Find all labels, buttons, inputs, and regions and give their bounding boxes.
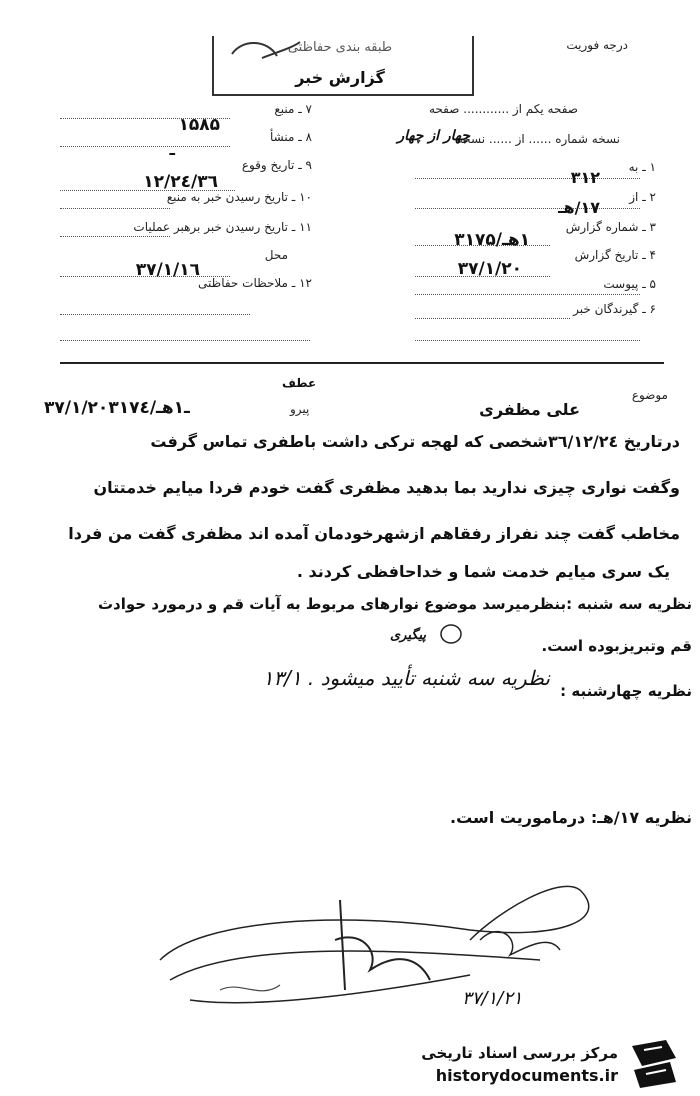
- page-info: صفحه یکم از ............ صفحه: [429, 102, 578, 116]
- recipients-line-1: [415, 318, 570, 319]
- reference-handwritten: عطف: [282, 376, 317, 390]
- signature-date-handwritten: ۳۷/۱/۲۱: [462, 988, 523, 1009]
- field-to-label: ۱ ـ به: [628, 160, 656, 174]
- attachment-line: [415, 294, 640, 295]
- field-from-value: ۱۷/هـ: [558, 198, 600, 217]
- reference-value: ۳۷/۱/۲۰ـ۱هـ/۳۱۷٤: [44, 398, 190, 418]
- wednesday-label: نظریه چهارشنبه :: [560, 682, 692, 700]
- followup-circle-icon: [438, 622, 464, 646]
- body-line-3: مخاطب گفت چند نفراز رفقاهم ازشهرخودمان آمده اند مظفری گفت من فردا: [68, 524, 680, 543]
- report-date-label: ۴ ـ تاریخ گزارش: [574, 248, 656, 262]
- received-leader-line: [60, 236, 170, 237]
- attachment-label: ۵ ـ پیوست: [603, 277, 656, 291]
- body-line-5: نظریه سه شنبه :بنظرمیرسد موضوع نوارهای مربوط به آیات قم و درمورد حوادث: [97, 595, 692, 613]
- source-value: ۱۵۸۵: [178, 115, 220, 135]
- security-notes-label: ۱۲ ـ ملاحظات حفاظتی: [198, 276, 312, 290]
- security-notes-line-1: [60, 314, 250, 315]
- field-from-line: [415, 208, 640, 209]
- place-value: ۳۷/۱/۱٦: [135, 260, 200, 280]
- signature-icon: [140, 880, 640, 1020]
- priority-label: درجه فوریت: [566, 38, 628, 52]
- security-notes-line-2: [60, 340, 310, 341]
- watermark-title: مرکز بررسی اسناد تاریخی: [421, 1044, 618, 1062]
- copy-handwritten: چهار از چهار: [397, 128, 470, 144]
- place-label: محل: [264, 248, 288, 262]
- body-line-4: یک سری میایم خدمت شما و خداحافظی کردند .: [296, 562, 670, 581]
- report-number-value: ۱هـ/۳۱۷۵: [454, 230, 530, 250]
- origin-label: ۸ ـ منشأ: [269, 130, 312, 144]
- field-to-value: ۳۱۲: [570, 168, 600, 187]
- form-title: گزارش خبر: [295, 68, 385, 87]
- field-to-line: [415, 178, 640, 179]
- reference-label: پیرو: [290, 402, 310, 416]
- watermark-logo-icon: [626, 1036, 682, 1092]
- section-divider: [60, 362, 664, 364]
- report-date-value: ۳۷/۱/۲۰: [457, 259, 522, 279]
- body-line-1: درتاریخ ۳٦/۱۲/۲٤شخصی که لهجه ترکی داشت باطفری تماس گرفت: [150, 432, 680, 451]
- subject-value: علی مظفری: [479, 400, 580, 419]
- source-label: ۷ ـ منبع: [274, 102, 312, 116]
- copy-info: نسخه شماره ...... از ...... نسخه: [456, 132, 620, 146]
- subject-label: موضوع: [631, 388, 668, 402]
- field-from-label: ۲ ـ از: [629, 190, 656, 204]
- followup-handwritten: پیگیری: [390, 628, 426, 643]
- stamp-scribble-icon: [222, 34, 302, 64]
- wednesday-handwritten: نظریه سه شنبه تأیید میشود . ۱۳/۱: [262, 666, 550, 690]
- report-number-label: ۳ ـ شماره گزارش: [565, 220, 656, 234]
- received-leader-label: ۱۱ ـ تاریخ رسیدن خبر برهبر عملیات: [133, 220, 312, 234]
- received-source-line: [60, 208, 170, 209]
- received-source-label: ۱۰ ـ تاریخ رسیدن خبر به منبع: [166, 190, 312, 204]
- closing-line: نظریه ۱۷/هـ: درماموریت است.: [450, 808, 692, 827]
- body-line-6: قم وتبریزبوده است.: [541, 637, 692, 655]
- origin-value: ـ: [169, 140, 175, 159]
- event-date-value: ۳٦/۱۲/۲٤: [143, 172, 218, 192]
- recipients-line-2: [415, 340, 640, 341]
- watermark-url: historydocuments.ir: [435, 1066, 618, 1085]
- recipients-label: ۶ ـ گیرندگان خبر: [573, 302, 656, 316]
- body-line-2: وگفت نواری چیزی ندارید بما بدهید مظفری گفت خودم فردا میایم خدمتتان: [93, 478, 680, 497]
- origin-line: [60, 146, 230, 147]
- classification-label: طبقه بندی حفاظتی: [287, 40, 393, 55]
- event-date-label: ۹ ـ تاریخ وقوع: [241, 158, 312, 172]
